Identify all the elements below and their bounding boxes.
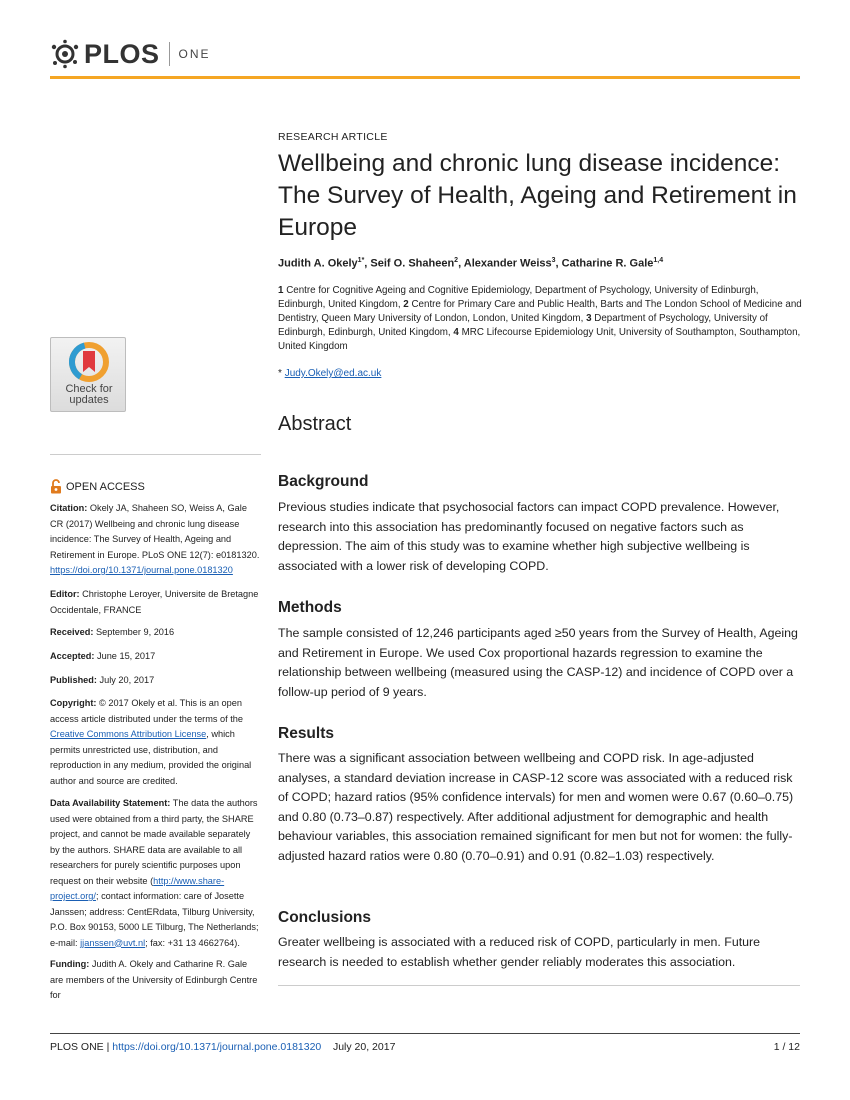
methods-heading: Methods bbox=[278, 599, 342, 616]
logo-wordmark: PLOS bbox=[84, 38, 160, 69]
affiliation-number: 1 bbox=[278, 285, 284, 296]
accepted-block bbox=[50, 649, 262, 665]
affiliation-number: 3 bbox=[586, 313, 592, 324]
copyright-text-1: © 2017 Okely et al. This is an open access article distributed under the terms of the bbox=[50, 698, 244, 724]
open-lock-icon bbox=[50, 479, 62, 494]
data-availability-text-3: ; fax: +31 13 4662764). bbox=[145, 937, 240, 948]
funding-block bbox=[50, 957, 262, 1004]
editor-label: Editor: bbox=[50, 589, 80, 599]
sidebar-divider bbox=[50, 454, 261, 455]
accepted-date: June 15, 2017 bbox=[96, 651, 156, 661]
affiliation-number: 2 bbox=[403, 299, 409, 310]
crossmark-line2: updates bbox=[69, 394, 109, 406]
footer-citation bbox=[50, 1041, 395, 1053]
article-type: RESEARCH ARTICLE bbox=[278, 131, 388, 143]
corresponding-author bbox=[278, 368, 381, 379]
editor-text: Christophe Leroyer, Universite de Bretagne Occidentale, FRANCE bbox=[50, 589, 259, 615]
crossmark-icon bbox=[69, 342, 109, 382]
background-paragraph: Previous studies indicate that psychosocial factors can impact COPD prevalence. However, research into this association has predominantly focused on negative factors such as depression. The aim of this study was to examine whether high subjective wellbeing is associated with a lower risk of developing COPD. bbox=[278, 500, 780, 573]
received-label: Received: bbox=[50, 627, 94, 637]
citation-text: Okely JA, Shaheen SO, Weiss A, Gale CR (2017) Wellbeing and chronic lung disease incidence: The Survey of Health, Ageing and Retirement in Europe. PLoS ONE 12(7): e0181320. bbox=[50, 503, 260, 560]
author-list: Judith A. Okely$^{1*}$, Seif O. Shaheen$^2$, Alexander Weiss$^3$, Catharine R. Gale$^{1,4}$ bbox=[278, 257, 664, 270]
funding-label: Funding: bbox=[50, 959, 90, 969]
author-affiliation-marker: 1,4 bbox=[653, 257, 664, 264]
logo-separator bbox=[169, 42, 170, 66]
conclusions-heading: Conclusions bbox=[278, 909, 372, 926]
data-availability-text-1: The data the authors used were obtained from a third party, the SHARE project, and cannot be made available separately by the authors. SHARE data are available to all researchers for purely scientific purposes upon request on their website ( bbox=[50, 798, 258, 886]
footer-journal: PLOS ONE bbox=[50, 1041, 104, 1053]
accepted-label: Accepted: bbox=[50, 651, 95, 661]
received-block bbox=[50, 625, 262, 641]
author-name: Judith A. Okely bbox=[278, 257, 358, 270]
background-heading: Background bbox=[278, 473, 369, 490]
citation-block bbox=[50, 501, 262, 579]
corresponding-email-link[interactable]: Judy.Okely@ed.ac.uk bbox=[284, 368, 382, 379]
author-name: Alexander Weiss bbox=[463, 257, 552, 270]
open-access-text: OPEN ACCESS bbox=[66, 480, 145, 493]
footer-date: July 20, 2017 bbox=[332, 1041, 396, 1053]
author-affiliation-marker: 1* bbox=[357, 257, 365, 264]
affiliation-number: 4 bbox=[453, 327, 459, 338]
data-availability-text-2: ; contact information: care of Josette Janssen; address: CentERdata, Tilburg University, P.O. Box 90153, 5000 LE Tilburg, The Netherlands; e-mail: bbox=[50, 891, 259, 948]
citation-doi-link[interactable]: https://doi.org/10.1371/journal.pone.0181320 bbox=[50, 565, 233, 575]
plos-logo[interactable] bbox=[50, 36, 250, 72]
affiliation-text: Centre for Primary Care and Public Health, Barts and The London School of Medicine and Dentistry, Queen Mary University of London, London, United Kingdom, bbox=[278, 299, 802, 324]
data-availability-label: Data Availability Statement: bbox=[50, 798, 171, 808]
header-rule bbox=[50, 76, 800, 79]
published-date: July 20, 2017 bbox=[99, 675, 155, 685]
open-access-label bbox=[50, 479, 145, 494]
citation-label: Citation: bbox=[50, 503, 88, 513]
plos-logo-icon bbox=[50, 39, 80, 69]
author-name: Seif O. Shaheen bbox=[370, 257, 455, 270]
editor-block bbox=[50, 587, 262, 618]
published-block bbox=[50, 673, 262, 689]
contact-email-link[interactable]: jjanssen@uvt.nl bbox=[80, 937, 146, 948]
author-name: Catharine R. Gale bbox=[561, 257, 654, 270]
received-date: September 9, 2016 bbox=[95, 627, 175, 637]
affiliations bbox=[278, 284, 803, 354]
conclusions-paragraph: Greater wellbeing is associated with a reduced risk of COPD, particularly in men. Future research is needed to establish whether gender reliably moderates this association. bbox=[278, 935, 761, 969]
results-heading: Results bbox=[278, 725, 334, 742]
author-affiliation-marker: 2 bbox=[454, 257, 459, 264]
author-affiliation-marker: 3 bbox=[551, 257, 556, 264]
footer-separator: | bbox=[106, 1041, 110, 1053]
methods-paragraph: The sample consisted of 12,246 participants aged ≥50 years from the Survey of Health, Ageing and Retirement in Europe. We used Cox proportional hazards regression to examine the relationship between wellbeing (measured using the CASP-12) and incidence of COPD over a follow-up period of 9 years. bbox=[278, 626, 798, 699]
page-number: 1 / 12 bbox=[773, 1041, 800, 1053]
logo-journal-name: ONE bbox=[178, 47, 211, 61]
affiliation-text: MRC Lifecourse Epidemiology Unit, University of Southampton, Southampton, United Kingdom bbox=[278, 327, 801, 352]
crossmark-line1: Check for bbox=[65, 383, 113, 395]
data-availability-block bbox=[50, 796, 262, 951]
check-for-updates-badge[interactable] bbox=[50, 337, 126, 412]
copyright-label: Copyright: bbox=[50, 698, 97, 708]
copyright-block bbox=[50, 696, 262, 789]
results-paragraph: There was a significant association between wellbeing and COPD risk. In age-adjusted analyses, a standard deviation increase in CASP-12 score was associated with a reduced risk of COPD; hazard ratios (95% confidence intervals) for men and women were 0.67 (0.60–0.75) and 0.80 (0.73–0.87) respectively. After additional adjustment for demographic and health behaviour variables, this association remained significant for men but not for women: the fully-adjusted hazard ratios were 0.80 (0.70–0.91) and 0.91 (0.82–1.03) respectively. bbox=[278, 751, 794, 863]
abstract-heading: Abstract bbox=[278, 413, 352, 435]
footer-rule bbox=[50, 1033, 800, 1034]
corresponding-marker: * bbox=[278, 368, 282, 379]
published-label: Published: bbox=[50, 675, 97, 685]
copyright-text-2: , which permits unrestricted use, distribution, and reproduction in any medium, provided the original author and source are credited. bbox=[50, 729, 252, 786]
share-project-link[interactable]: http://www.share-project.org/ bbox=[50, 875, 225, 901]
abstract-end-divider bbox=[278, 985, 800, 986]
affiliation-text: Centre for Cognitive Ageing and Cognitive Epidemiology, Department of Psychology, University of Edinburgh, Edinburgh, United Kingdom, bbox=[278, 285, 759, 310]
license-link[interactable]: Creative Commons Attribution License bbox=[50, 729, 207, 739]
footer-doi-link[interactable]: https://doi.org/10.1371/journal.pone.0181320 bbox=[112, 1041, 322, 1053]
funding-text: Judith A. Okely and Catharine R. Gale are members of the University of Edinburgh Centre for bbox=[50, 959, 258, 1000]
affiliation-text: Department of Psychology, University of Edinburgh, Edinburgh, United Kingdom, bbox=[278, 313, 768, 338]
article-title: Wellbeing and chronic lung disease incidence: The Survey of Health, Ageing and Retirement in Europe bbox=[278, 150, 797, 241]
